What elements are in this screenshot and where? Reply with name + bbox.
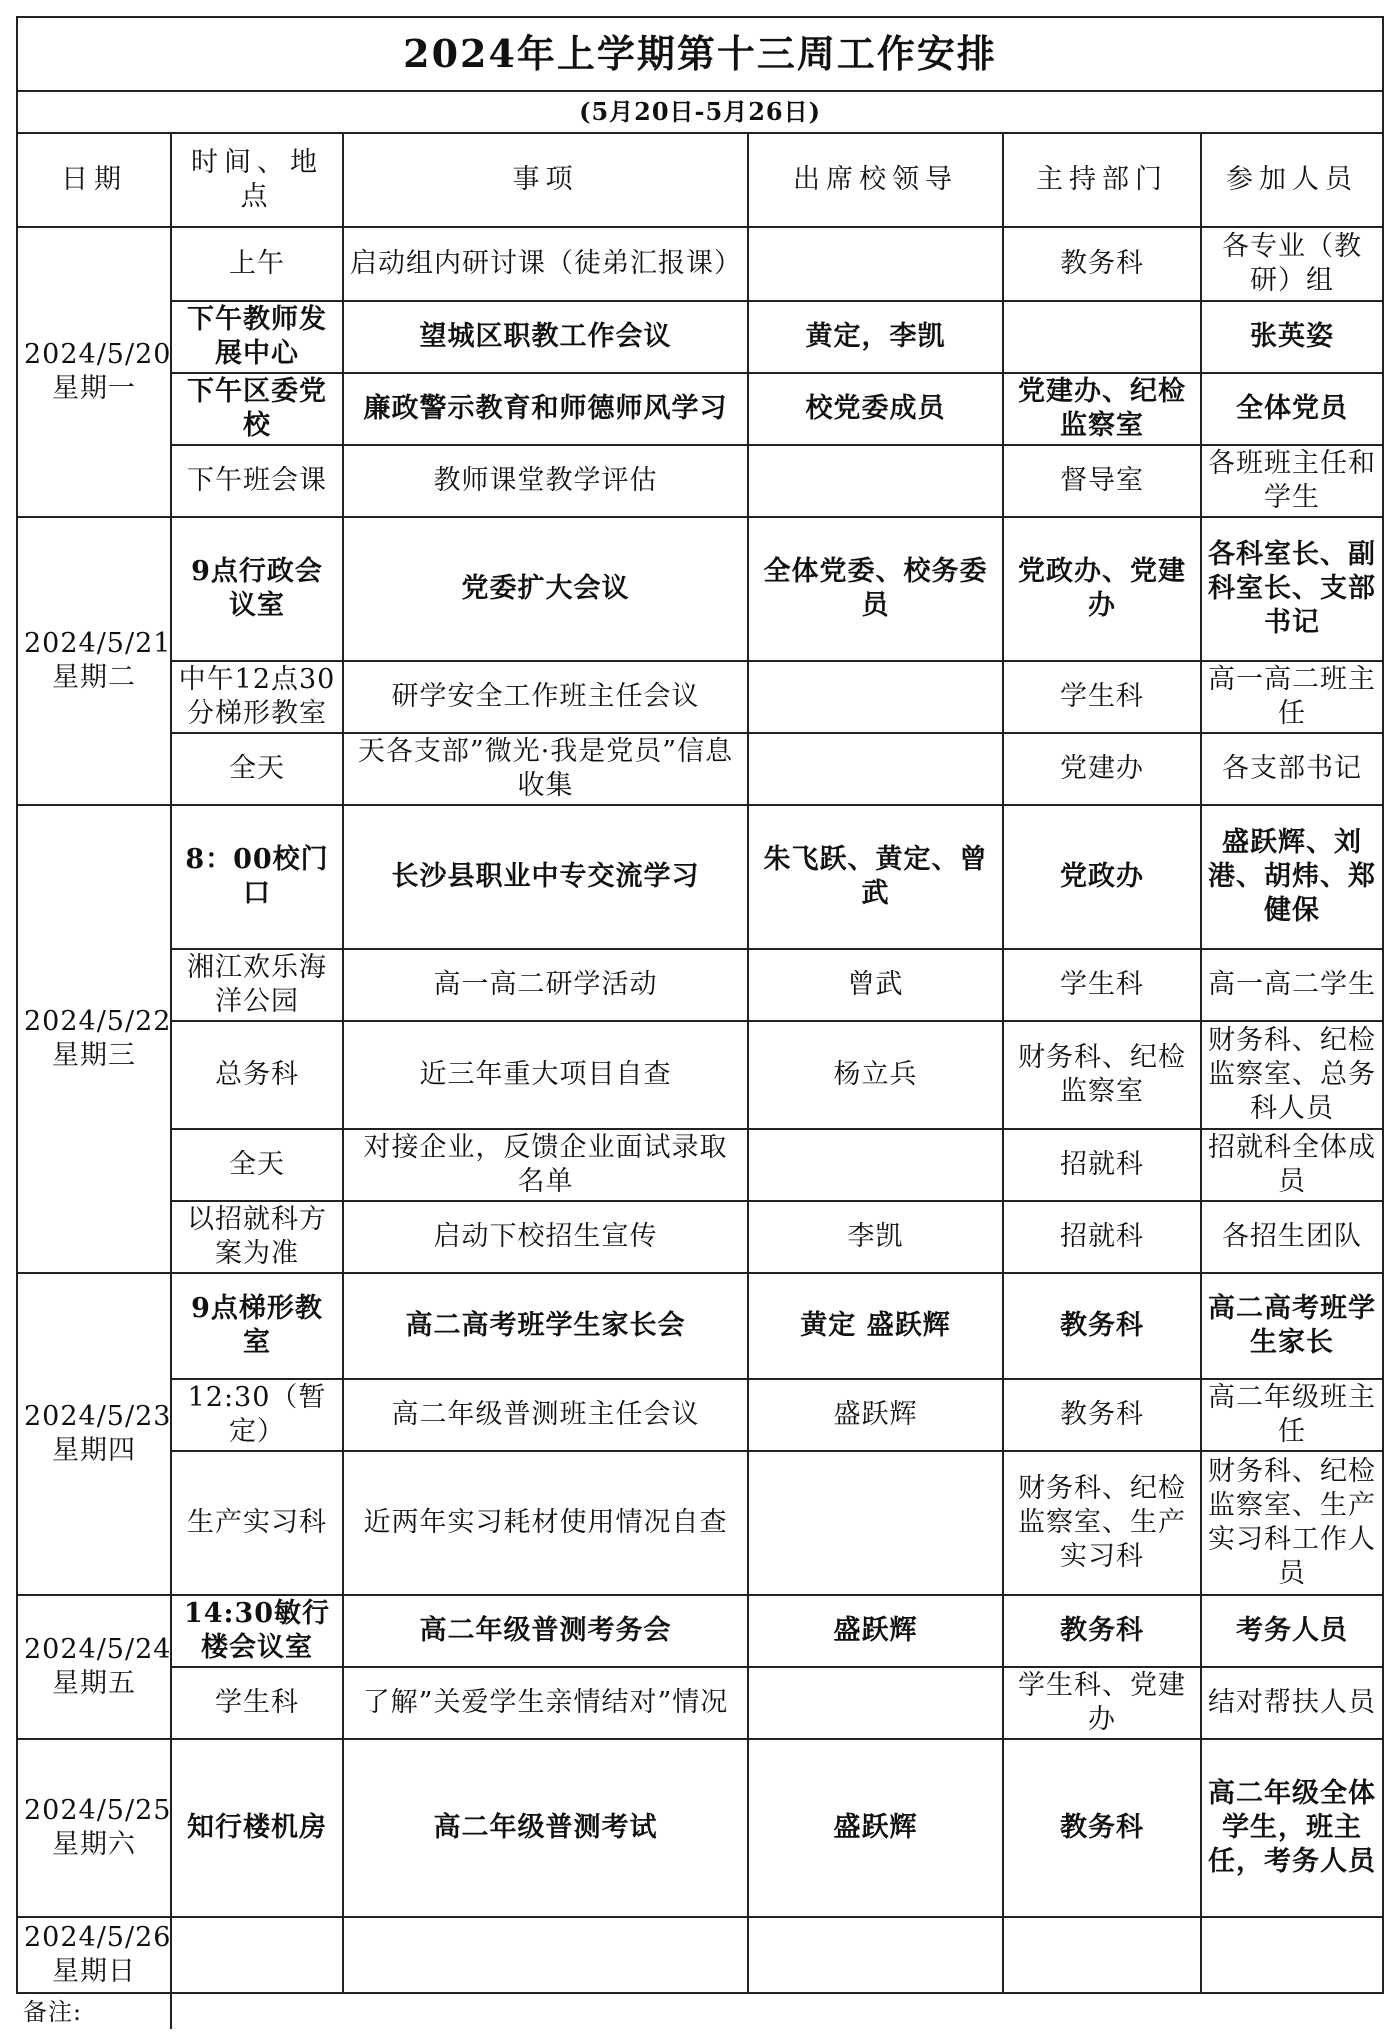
item-cell: 天各支部”微光·我是党员”信息收集: [343, 733, 748, 805]
title-row: [17, 17, 1383, 91]
leaders-cell: [748, 1129, 1003, 1201]
host-cell: 教务科: [1003, 227, 1201, 301]
time-cell: 生产实习科: [171, 1451, 343, 1595]
leaders-cell: 黄定 盛跃辉: [748, 1273, 1003, 1379]
table-row: [17, 805, 1383, 949]
leaders-cell: [748, 733, 1003, 805]
time-cell: 全天: [171, 1129, 343, 1201]
page-title: 2024年上学期第十三周工作安排: [17, 17, 1383, 91]
date-cell: [17, 227, 171, 517]
participants-cell: 各专业（教研）组: [1201, 227, 1383, 301]
date-text: 2024/5/22: [24, 1006, 172, 1037]
time-cell: [171, 1917, 343, 1993]
host-cell: 教务科: [1003, 1739, 1201, 1917]
host-cell: [1003, 301, 1201, 373]
table-row: [17, 1451, 1383, 1595]
item-cell: 近三年重大项目自查: [343, 1021, 748, 1129]
host-cell: [1003, 1917, 1201, 1993]
item-cell: [343, 1917, 748, 1993]
time-cell: 湘江欢乐海洋公园: [171, 949, 343, 1021]
leaders-cell: 校党委成员: [748, 373, 1003, 445]
participants-cell: 各招生团队: [1201, 1201, 1383, 1273]
date-cell: [17, 1739, 171, 1917]
table-row: [17, 1201, 1383, 1273]
participants-cell: 各科室长、副科室长、支部书记: [1201, 517, 1383, 661]
table-row: [17, 227, 1383, 301]
leaders-cell: [748, 1451, 1003, 1595]
leaders-cell: 杨立兵: [748, 1021, 1003, 1129]
time-cell: 下午班会课: [171, 445, 343, 517]
weekday-text: 星期一: [52, 373, 136, 404]
participants-cell: 盛跃辉、刘港、胡炜、郑健保: [1201, 805, 1383, 949]
leaders-cell: 盛跃辉: [748, 1595, 1003, 1667]
header-item: 事项: [343, 133, 748, 227]
weekday-text: 星期日: [52, 1956, 136, 1987]
leaders-cell: 朱飞跃、黄定、曾武: [748, 805, 1003, 949]
item-cell: 高一高二研学活动: [343, 949, 748, 1021]
table-row: [17, 1917, 1383, 1993]
participants-cell: 结对帮扶人员: [1201, 1667, 1383, 1739]
table-row: [17, 373, 1383, 445]
date-text: 2024/5/23: [24, 1401, 172, 1432]
weekday-text: 星期二: [52, 662, 136, 693]
item-cell: 廉政警示教育和师德师风学习: [343, 373, 748, 445]
table-row: [17, 1739, 1383, 1917]
host-cell: 财务科、纪检监察室: [1003, 1021, 1201, 1129]
time-cell: 12:30（暂定）: [171, 1379, 343, 1451]
item-cell: 启动下校招生宣传: [343, 1201, 748, 1273]
item-cell: 望城区职教工作会议: [343, 301, 748, 373]
table-row: [17, 1667, 1383, 1739]
table-row: [17, 517, 1383, 661]
host-cell: 教务科: [1003, 1379, 1201, 1451]
host-cell: 教务科: [1003, 1273, 1201, 1379]
leaders-cell: 盛跃辉: [748, 1739, 1003, 1917]
header-date: 日期: [17, 133, 171, 227]
host-cell: 教务科: [1003, 1595, 1201, 1667]
time-cell: 下午教师发展中心: [171, 301, 343, 373]
date-cell: [17, 1917, 171, 1993]
remark-row: [17, 1993, 1383, 2029]
leaders-cell: 黄定，李凯: [748, 301, 1003, 373]
header-time-place: 时间、地点: [171, 133, 343, 227]
participants-cell: 高二年级全体学生，班主任，考务人员: [1201, 1739, 1383, 1917]
table-row: [17, 733, 1383, 805]
time-cell: 学生科: [171, 1667, 343, 1739]
time-cell: 知行楼机房: [171, 1739, 343, 1917]
item-cell: 近两年实习耗材使用情况自查: [343, 1451, 748, 1595]
participants-cell: 全体党员: [1201, 373, 1383, 445]
weekday-text: 星期三: [52, 1040, 136, 1071]
time-cell: 9点梯形教室: [171, 1273, 343, 1379]
header-leaders: 出席校领导: [748, 133, 1003, 227]
date-range-row: [17, 91, 1383, 133]
host-cell: 学生科: [1003, 661, 1201, 733]
table-row: [17, 949, 1383, 1021]
host-cell: 招就科: [1003, 1201, 1201, 1273]
schedule-table: [16, 16, 1384, 2029]
header-participants: 参加人员: [1201, 133, 1383, 227]
item-cell: 党委扩大会议: [343, 517, 748, 661]
participants-cell: 各班班主任和学生: [1201, 445, 1383, 517]
weekday-text: 星期五: [52, 1668, 136, 1699]
item-cell: 了解”关爱学生亲情结对”情况: [343, 1667, 748, 1739]
weekday-text: 星期六: [52, 1829, 136, 1860]
item-cell: 启动组内研讨课（徒弟汇报课）: [343, 227, 748, 301]
participants-cell: [1201, 1917, 1383, 1993]
time-cell: 总务科: [171, 1021, 343, 1129]
time-cell: 以招就科方案为准: [171, 1201, 343, 1273]
time-cell: 14:30敏行楼会议室: [171, 1595, 343, 1667]
time-cell: 中午12点30分梯形教室: [171, 661, 343, 733]
item-cell: 高二年级普测考务会: [343, 1595, 748, 1667]
leaders-cell: [748, 1667, 1003, 1739]
host-cell: 党政办、党建办: [1003, 517, 1201, 661]
date-text: 2024/5/25: [24, 1795, 172, 1826]
time-cell: 下午区委党校: [171, 373, 343, 445]
date-text: 2024/5/24: [24, 1634, 172, 1665]
date-text: 2024/5/26: [24, 1922, 172, 1953]
participants-cell: 高二年级班主任: [1201, 1379, 1383, 1451]
item-cell: 长沙县职业中专交流学习: [343, 805, 748, 949]
participants-cell: 考务人员: [1201, 1595, 1383, 1667]
date-cell: [17, 517, 171, 805]
date-cell: [17, 1595, 171, 1739]
date-cell: [17, 1273, 171, 1595]
host-cell: 学生科、党建办: [1003, 1667, 1201, 1739]
table-row: [17, 1379, 1383, 1451]
remark-content: [171, 1993, 1383, 2029]
table-row: [17, 1021, 1383, 1129]
item-cell: 高二年级普测考试: [343, 1739, 748, 1917]
participants-cell: 财务科、纪检监察室、总务科人员: [1201, 1021, 1383, 1129]
leaders-cell: 盛跃辉: [748, 1379, 1003, 1451]
participants-cell: 张英姿: [1201, 301, 1383, 373]
header-host: 主持部门: [1003, 133, 1201, 227]
leaders-cell: 李凯: [748, 1201, 1003, 1273]
date-text: 2024/5/21: [24, 628, 172, 659]
host-cell: 学生科: [1003, 949, 1201, 1021]
header-row: [17, 133, 1383, 227]
leaders-cell: [748, 661, 1003, 733]
weekday-text: 星期四: [52, 1435, 136, 1466]
date-cell: [17, 805, 171, 1273]
participants-cell: 招就科全体成员: [1201, 1129, 1383, 1201]
leaders-cell: 曾武: [748, 949, 1003, 1021]
schedule-sheet: [16, 16, 1382, 2029]
time-cell: 全天: [171, 733, 343, 805]
table-row: [17, 1129, 1383, 1201]
item-cell: 教师课堂教学评估: [343, 445, 748, 517]
date-text: 2024/5/20: [24, 339, 172, 370]
leaders-cell: [748, 1917, 1003, 1993]
date-range: (5月20日-5月26日): [17, 91, 1383, 133]
participants-cell: 财务科、纪检监察室、生产实习科工作人员: [1201, 1451, 1383, 1595]
participants-cell: 高一高二班主任: [1201, 661, 1383, 733]
host-cell: 财务科、纪检监察室、生产实习科: [1003, 1451, 1201, 1595]
leaders-cell: 全体党委、校务委员: [748, 517, 1003, 661]
time-cell: 8：00校门口: [171, 805, 343, 949]
participants-cell: 高一高二学生: [1201, 949, 1383, 1021]
host-cell: 党建办: [1003, 733, 1201, 805]
table-row: [17, 1595, 1383, 1667]
participants-cell: 各支部书记: [1201, 733, 1383, 805]
item-cell: 高二高考班学生家长会: [343, 1273, 748, 1379]
time-cell: 9点行政会议室: [171, 517, 343, 661]
item-cell: 高二年级普测班主任会议: [343, 1379, 748, 1451]
time-cell: 上午: [171, 227, 343, 301]
leaders-cell: [748, 227, 1003, 301]
table-row: [17, 1273, 1383, 1379]
table-row: [17, 445, 1383, 517]
host-cell: 党政办: [1003, 805, 1201, 949]
host-cell: 党建办、纪检监察室: [1003, 373, 1201, 445]
table-row: [17, 661, 1383, 733]
remark-label: 备注:: [17, 1993, 171, 2029]
host-cell: 招就科: [1003, 1129, 1201, 1201]
leaders-cell: [748, 445, 1003, 517]
host-cell: 督导室: [1003, 445, 1201, 517]
table-row: [17, 301, 1383, 373]
item-cell: 研学安全工作班主任会议: [343, 661, 748, 733]
item-cell: 对接企业，反馈企业面试录取名单: [343, 1129, 748, 1201]
participants-cell: 高二高考班学生家长: [1201, 1273, 1383, 1379]
